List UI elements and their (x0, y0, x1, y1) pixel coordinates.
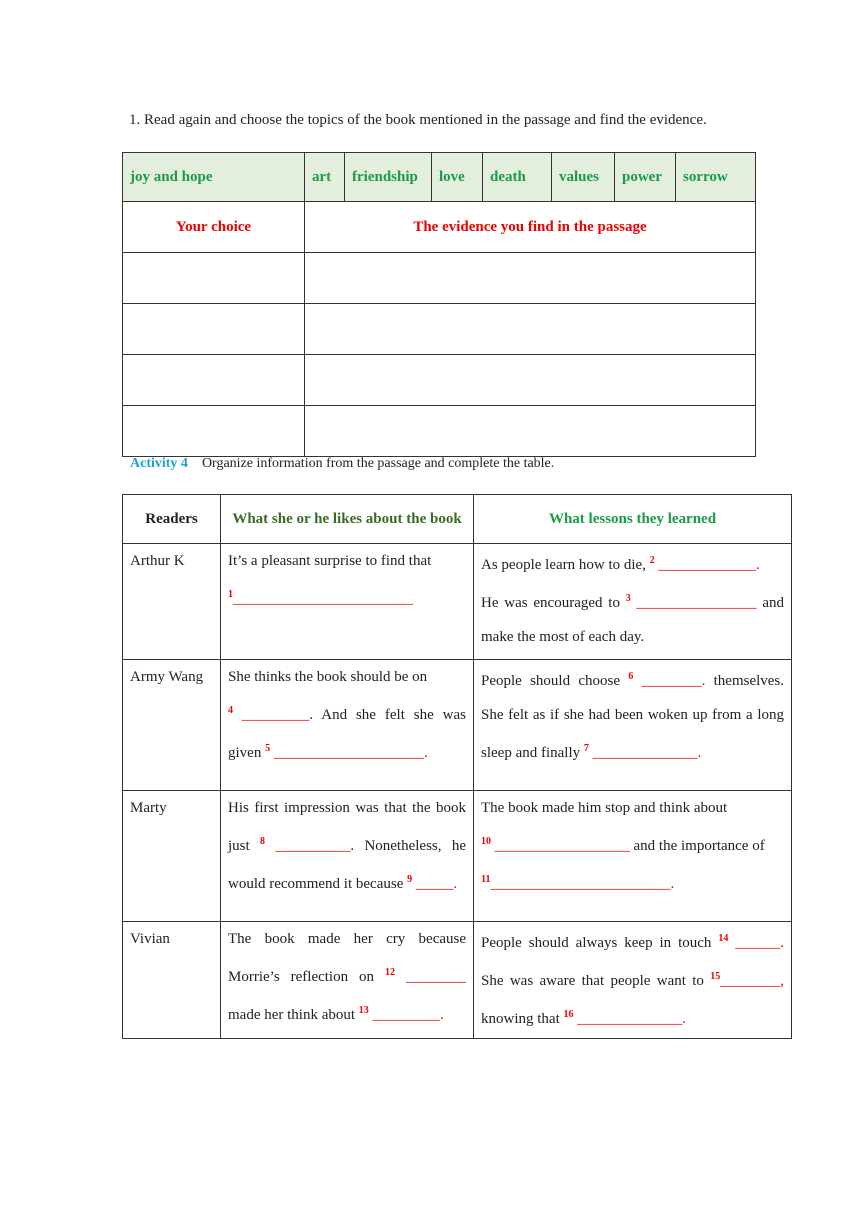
likes-cell (221, 922, 474, 1039)
topic-art: art (305, 153, 345, 202)
choice-cell[interactable] (123, 253, 305, 304)
topics-row (123, 153, 756, 202)
answer-blank[interactable]: ________________________. (490, 876, 675, 892)
likes-text: made her think about (228, 1007, 359, 1023)
activity-text: Organize information from the passage and complete the table. (201, 456, 555, 471)
evidence-cell[interactable] (305, 355, 756, 406)
answer-blank[interactable]: ________ (395, 969, 466, 985)
reader-name: Vivian (123, 922, 221, 1039)
table-row (123, 922, 792, 1039)
blank-number: 4 (228, 705, 233, 716)
answer-blank[interactable]: ________, (720, 973, 784, 989)
likes-cell (221, 660, 474, 791)
answer-blank[interactable]: ________. (633, 673, 706, 689)
choice-cell[interactable] (123, 406, 305, 457)
blank-number: 12 (385, 967, 396, 978)
reader-name: Army Wang (123, 660, 221, 791)
activity-heading (130, 456, 554, 472)
answer-blank[interactable]: __________________ (491, 838, 630, 854)
lessons-text: He was encouraged to (481, 595, 626, 611)
answer-blank[interactable]: ____________________. (270, 745, 428, 761)
topics-table (122, 152, 756, 457)
blank-number: 9 (407, 874, 413, 885)
table-row (123, 544, 792, 660)
blank-number: 11 (481, 874, 491, 885)
likes-header: What she or he likes about the book (221, 495, 474, 544)
lessons-cell (474, 544, 792, 660)
blank-number: 2 (649, 555, 655, 566)
answer-blank[interactable]: _____________. (658, 557, 760, 573)
answer-blank[interactable]: _____. (412, 876, 458, 892)
lessons-text: People should choose (481, 673, 629, 689)
table2-header-row (123, 495, 792, 544)
likes-text: The book made her cry because Morrie’s reflection on (228, 931, 466, 985)
table-row (123, 660, 792, 791)
lessons-cell (474, 791, 792, 922)
table-row (123, 791, 792, 922)
blank-number: 7 (583, 743, 589, 754)
likes-text: It’s a pleasant surprise to find that (228, 553, 432, 569)
table1-header-row (123, 202, 756, 253)
lessons-cell (474, 660, 792, 791)
choice-cell[interactable] (123, 304, 305, 355)
readers-header: Readers (123, 495, 221, 544)
blank-number: 6 (628, 671, 634, 682)
likes-text: . And she felt she was given (228, 707, 466, 761)
blank-number: 5 (265, 743, 271, 754)
likes-text: His first impression was that the book just (228, 800, 466, 854)
lessons-cell (474, 922, 792, 1039)
answer-blank[interactable]: ______________. (573, 1011, 686, 1027)
topic-joy-and-hope: joy and hope (123, 153, 305, 202)
answer-row (123, 406, 756, 457)
likes-cell (221, 791, 474, 922)
answer-blank[interactable]: ________________ (636, 595, 757, 611)
topic-death: death (483, 153, 552, 202)
answer-blank[interactable]: ______. (728, 935, 784, 951)
blank-number: 8 (260, 836, 266, 847)
readers-table (122, 494, 792, 1039)
topic-love: love (432, 153, 483, 202)
blank-number: 10 (481, 836, 491, 847)
lessons-text: As people learn how to die, (481, 557, 650, 573)
likes-text: . Nonetheless, he would recommend it because (228, 838, 466, 892)
lessons-header: What lessons they learned (474, 495, 792, 544)
evidence-cell[interactable] (305, 406, 756, 457)
evidence-header: The evidence you find in the passage (305, 202, 756, 253)
lessons-text: and make the most of each day. (481, 595, 784, 645)
likes-cell (221, 544, 474, 660)
choice-cell[interactable] (123, 355, 305, 406)
blank-number: 3 (625, 593, 631, 604)
answer-row (123, 253, 756, 304)
answer-blank[interactable]: _________. (368, 1007, 444, 1023)
lessons-text: She was aware that people want to (481, 973, 711, 989)
answer-blank[interactable]: __________ (265, 838, 351, 854)
answer-blank[interactable]: ________________________ (233, 591, 413, 607)
answer-row (123, 355, 756, 406)
lessons-text: and the importance of (629, 838, 765, 854)
lessons-text: The book made him stop and think about (481, 800, 728, 816)
blank-number: 15 (710, 971, 721, 982)
evidence-cell[interactable] (305, 304, 756, 355)
blank-number: 14 (718, 933, 729, 944)
topic-friendship: friendship (345, 153, 432, 202)
blank-number: 1 (228, 589, 233, 600)
your-choice-header: Your choice (123, 202, 305, 253)
reader-name: Arthur K (123, 544, 221, 660)
blank-number: 16 (563, 1009, 574, 1020)
topic-values: values (552, 153, 615, 202)
lessons-text: themselves. She felt as if she had been woken up from a long sleep and finally (481, 673, 785, 761)
activity-label: Activity 4 (130, 456, 188, 471)
answer-blank[interactable]: ______________. (588, 745, 702, 761)
evidence-cell[interactable] (305, 253, 756, 304)
instruction-text: 1. Read again and choose the topics of the book mentioned in the passage and find the evidence. (129, 112, 707, 128)
reader-name: Marty (123, 791, 221, 922)
lessons-text: knowing that (481, 1011, 564, 1027)
answer-row (123, 304, 756, 355)
topic-sorrow: sorrow (676, 153, 756, 202)
topic-power: power (615, 153, 676, 202)
likes-text: She thinks the book should be on (228, 669, 428, 685)
lessons-text: People should always keep in touch (481, 935, 719, 951)
answer-blank[interactable]: _________ (233, 707, 310, 723)
blank-number: 13 (358, 1005, 369, 1016)
